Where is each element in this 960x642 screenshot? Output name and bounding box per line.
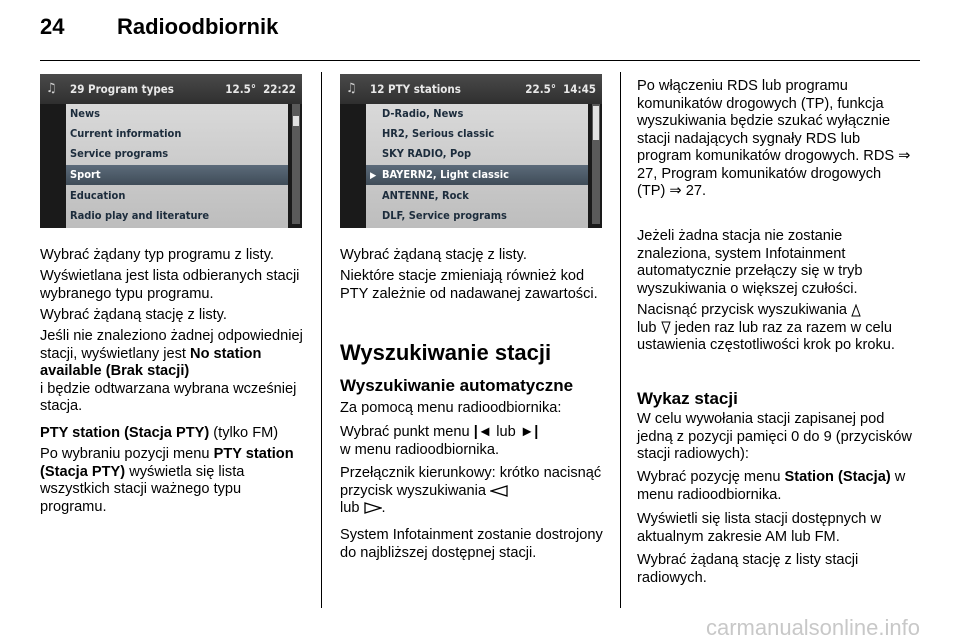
list-item[interactable]: SKY RADIO, Pop: [382, 147, 472, 160]
list-item-selected[interactable]: [366, 165, 588, 185]
list-item[interactable]: D-Radio, News: [382, 107, 464, 120]
paragraph: [40, 446, 302, 516]
paragraph: Wybrać żądaną stację z listy.: [40, 307, 227, 323]
screen-clock: 22:22: [263, 82, 296, 96]
list-item[interactable]: News: [70, 107, 101, 120]
paragraph: [637, 302, 912, 355]
text: lub: [637, 319, 657, 336]
list-item[interactable]: Service programs: [70, 147, 169, 160]
list-item[interactable]: Education: [70, 189, 126, 202]
bold-term: No station available (Brak stacji): [40, 345, 262, 379]
column-divider: [620, 72, 621, 608]
seek-down-icon: [661, 321, 671, 334]
seek-right-icon: [364, 502, 382, 514]
paragraph: Za pomocą menu radioodbiornika:: [340, 400, 562, 416]
text: lub: [492, 424, 520, 440]
screen-title: 29 Program types: [70, 82, 174, 96]
text: wyświetla się lista wszystkich stacji ważnego typu programu.: [40, 463, 245, 515]
text: Jeśli nie znaleziono żadnej odpowiedniej stacji, wyświetlany jest: [40, 328, 303, 362]
screen-title: 12 PTY stations: [370, 82, 461, 96]
paragraph: Przełącznik kierunkowy: krótko nacisnąć przycisk wyszukiwania lub .: [340, 465, 602, 516]
pty-stations-screen: [340, 74, 602, 228]
subsection-heading: Wyszukiwanie automatyczne: [340, 376, 574, 395]
section-heading: Wyszukiwanie stacji: [340, 340, 552, 365]
program-types-screen: [40, 74, 302, 228]
scrollbar[interactable]: [292, 104, 300, 224]
list-item[interactable]: DLF, Service programs: [382, 209, 507, 222]
list-item[interactable]: Radio play and literature: [70, 209, 210, 222]
column-divider: [321, 72, 322, 608]
text: w menu radioodbiornika.: [637, 469, 906, 503]
page-title: Radioodbiornik: [117, 14, 279, 39]
scrollbar[interactable]: [592, 104, 600, 224]
text: i będzie odtwarzana wybrana wcześniej stacja.: [40, 380, 297, 414]
music-note-icon: ♫: [346, 81, 357, 96]
paragraph: Wybrać żądany typ programu z listy.: [40, 247, 274, 263]
paragraph: [40, 425, 302, 443]
text: (tylko FM): [209, 425, 279, 441]
paragraph: Wyświetlana jest lista odbieranych stacji wybranego typu programu.: [40, 268, 300, 302]
text: Przełącznik kierunkowy: krótko nacisnąć przycisk wyszukiwania: [340, 465, 602, 499]
paragraph: W celu wywołania stacji zapisanej pod jedną z pozycji pamięci 0 do 9 (przycisków stacji radiowych):: [637, 411, 912, 462]
list-item[interactable]: Current information: [70, 127, 182, 140]
subsection-heading: Wykaz stacji: [637, 389, 738, 408]
list-item-selected[interactable]: Sport: [66, 165, 288, 185]
screen-list: [66, 104, 288, 228]
paragraph: [340, 424, 605, 459]
seek-back-icon: |◄: [473, 424, 493, 440]
scrollbar-thumb[interactable]: [293, 116, 299, 126]
bold-term: PTY station (Stacja PTY): [40, 446, 294, 480]
screen-temperature: 12.5°: [225, 82, 256, 96]
play-arrow-icon: ▶: [370, 171, 377, 181]
text: w menu radioodbiornika.: [340, 441, 499, 458]
paragraph: Wybrać żądaną stację z listy stacji radiowych.: [637, 552, 859, 586]
text: Po wybraniu pozycji menu: [40, 446, 214, 462]
screen-temperature: 22.5°: [525, 82, 556, 96]
header-rule: [40, 60, 920, 61]
list-item[interactable]: ANTENNE, Rock: [382, 189, 469, 202]
paragraph: [637, 469, 912, 504]
screen-clock: 14:45: [563, 82, 596, 96]
paragraph: Po włączeniu RDS lub programu komunikatów drogowych (TP), funkcja wyszukiwania będzie szukać wyłącznie stacji nadających sygnały RDS lub program komunikatów drogowych. RDS ⇒ 27, Program komunikatów drogowych (TP) ⇒ 27.: [637, 78, 911, 199]
text: Wybrać pozycję menu: [637, 469, 785, 485]
text: jeden raz lub raz za razem w celu ustawienia częstotliwości krok po kroku.: [637, 319, 895, 353]
watermark: carmanualsonline.info: [705, 615, 920, 640]
seek-forward-icon: ►|: [519, 424, 539, 440]
text: lub: [340, 500, 360, 516]
screen-list: [366, 104, 588, 228]
list-item-label: BAYERN2, Light classic: [382, 168, 510, 181]
bold-term: PTY station (Stacja PTY): [40, 425, 210, 441]
paragraph: Wyświetli się lista stacji dostępnych w aktualnym zakresie AM lub FM.: [637, 511, 881, 545]
text: Nacisnąć przycisk wyszukiwania: [637, 302, 848, 318]
paragraph: [40, 328, 305, 416]
list-item[interactable]: HR2, Serious classic: [382, 127, 495, 140]
paragraph: System Infotainment zostanie dostrojony do najbliższej dostępnej stacji.: [340, 527, 603, 561]
paragraph: Jeżeli żadna stacja nie zostanie znaleziona, system Infotainment automatycznie przełączy się w tryb wyszukiwania o większej czułości.: [637, 228, 863, 297]
paragraph: Wybrać żądaną stację z listy.: [340, 247, 527, 263]
bold-term: Station (Stacja): [784, 469, 891, 485]
scrollbar-thumb[interactable]: [593, 106, 599, 140]
music-note-icon: ♫: [46, 81, 57, 96]
page-number: 24: [40, 14, 65, 39]
text: Wybrać punkt menu: [340, 424, 474, 440]
seek-left-icon: [490, 485, 508, 497]
paragraph: Niektóre stacje zmieniają również kod PTY zależnie od nadawanej zawartości.: [340, 268, 598, 302]
screen-header: [340, 74, 602, 104]
seek-up-icon: [851, 304, 861, 317]
screen-header: [40, 74, 302, 104]
